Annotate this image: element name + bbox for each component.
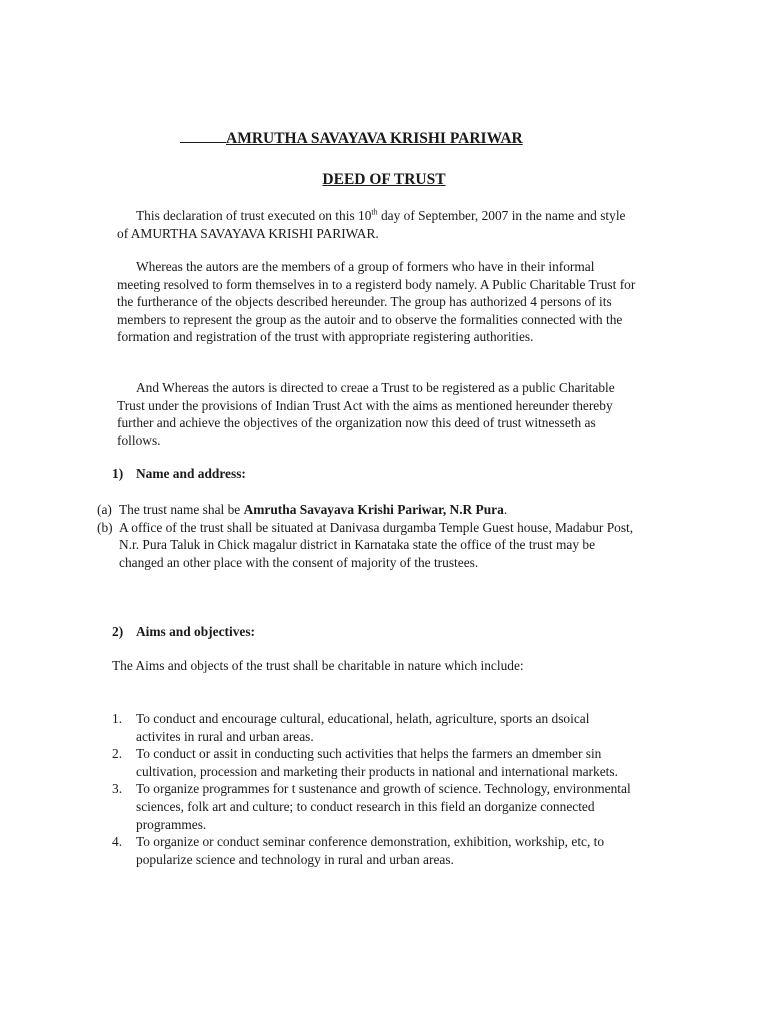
title-text: AMRUTHA SAVAYAVA KRISHI PARIWAR (226, 130, 523, 147)
section1-number: 1) (112, 466, 124, 481)
section1-list (97, 501, 642, 571)
list-item (112, 745, 637, 780)
list-marker: (b) (97, 519, 113, 535)
list-item (112, 710, 637, 745)
item-a-before: The trust name shal be (119, 502, 244, 517)
section2-intro (112, 657, 632, 675)
list-item (97, 501, 642, 519)
intro-after: day of September, 2007 in the name and style of AMURTHA SAVAYAVA KRISHI PARIWAR. (117, 208, 626, 241)
whereas-paragraph (117, 258, 637, 346)
item-a-after: . (503, 502, 508, 517)
section2-heading (112, 623, 255, 641)
whereas-text: Whereas the autors are the members of a group of formers who have in their informal meeting resolved to form themselves in to a registerd body namely. A Public Charitable Trust for the furtherance of the objects described hereunder. The group has authorized 4 persons of its members to represent the group as the autoir and to observe the formalities connected with the formation and registration of the trust with appropriate registering authorities. (117, 259, 636, 345)
list-item-text: To organize programmes for t sustenance and growth of science. Technology, environmental sciences, folk art and culture; to conduct research in this field an dorganize connected programmes. (136, 781, 631, 832)
and-whereas-text: And Whereas the autors is directed to creae a Trust to be registered as a public Charitable Trust under the provisions of Indian Trust Act with the aims as mentioned hereunder thereby further and achieve the objectives of the organization now this deed of trust witnesseth as follows. (117, 380, 615, 448)
list-marker: 4. (112, 834, 123, 850)
section2-number: 2) (112, 624, 124, 639)
intro-paragraph (117, 207, 637, 242)
and-whereas-paragraph (117, 379, 637, 449)
list-item (112, 780, 637, 833)
section2-intro-text: The Aims and objects of the trust shall be charitable in nature which include: (112, 658, 524, 673)
section2-heading-text: Aims and objectives: (136, 624, 256, 639)
list-item-text: To organize or conduct seminar conference demonstration, exhibition, workship, etc, to popularize science and technology in rural and urban areas. (136, 834, 605, 867)
list-marker: 2. (112, 746, 123, 762)
list-item (97, 519, 642, 572)
list-marker: (a) (97, 502, 112, 517)
intro-sup: th (371, 207, 378, 217)
list-marker: 3. (112, 781, 123, 797)
section1-heading (112, 465, 246, 483)
item-b-text: A office of the trust shall be situated at Danivasa durgamba Temple Guest house, Madabur Post, N.r. Pura Taluk in Chick magalur district in Karnataka state the office of the trust may be changed an other place with the consent of majority of the trustees. (119, 519, 634, 570)
title-underline-lead (180, 127, 226, 143)
item-a-bold: Amrutha Savayava Krishi Pariwar, N.R Pura (243, 502, 504, 517)
document-title (180, 127, 600, 149)
section2-list (112, 710, 637, 868)
list-marker: 1. (112, 711, 123, 726)
intro-before: This declaration of trust executed on this 10 (136, 208, 372, 223)
document-subtitle (0, 170, 768, 190)
subtitle-text: DEED OF TRUST (322, 171, 446, 188)
list-item-text: To conduct or assit in conducting such activities that helps the farmers an dmember sin cultivation, procession and marketing their products in national and international markets. (136, 746, 618, 779)
section1-heading-text: Name and address: (136, 466, 246, 481)
list-item (112, 833, 637, 868)
list-item-text: To conduct and encourage cultural, educational, helath, agriculture, sports an dsoical activites in rural and urban areas. (136, 711, 590, 744)
